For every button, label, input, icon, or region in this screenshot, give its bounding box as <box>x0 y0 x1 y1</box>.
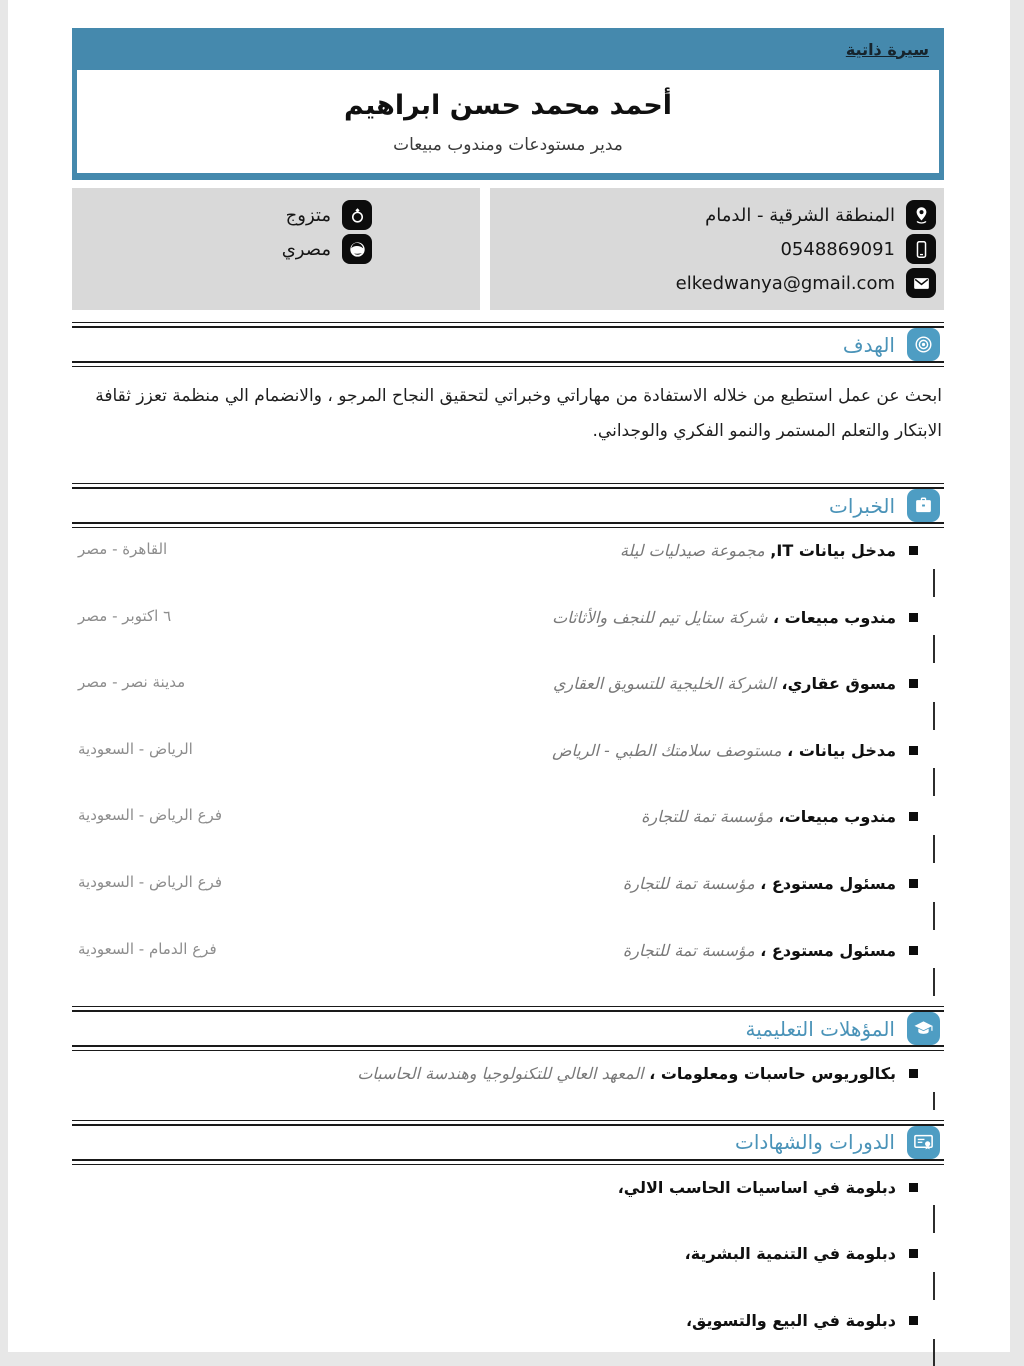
experience-item <box>72 663 944 730</box>
contact-main-cell <box>490 188 944 310</box>
bullet-square-icon <box>909 1069 918 1078</box>
contact-side-cell <box>72 188 480 310</box>
experience-item <box>72 796 944 863</box>
timeline-connector <box>933 1205 935 1233</box>
cv-header-bar <box>77 28 939 70</box>
experience-item <box>72 730 944 797</box>
target-icon <box>907 328 940 361</box>
courses-list <box>72 1165 944 1366</box>
job-location: فرع الرياض - السعودية <box>78 873 223 892</box>
job-title: مسئول مستودع <box>771 940 896 960</box>
company-name: مؤسسة تمة للتجارة <box>622 940 755 960</box>
contact-row-location <box>498 200 936 230</box>
experience-list <box>72 528 944 1000</box>
contact-row-nationality <box>80 234 372 264</box>
experience-entry-text <box>344 538 896 564</box>
bullet-square-icon <box>909 879 918 888</box>
timeline-connector <box>933 1092 935 1110</box>
contact-row-phone <box>498 234 936 264</box>
bullet-square-icon <box>909 1316 918 1325</box>
education-entry-text <box>72 1061 896 1087</box>
company-name: شركة ستايل تيم للنجف والأثاثات <box>552 607 768 627</box>
separator: , <box>764 541 777 561</box>
contact-phone: 0548869091 <box>780 238 895 260</box>
bullet-square-icon <box>909 812 918 821</box>
timeline-connector <box>933 968 935 996</box>
timeline-connector <box>933 835 935 863</box>
timeline-connector <box>933 1272 935 1300</box>
globe-icon <box>342 234 372 264</box>
job-location: ٦ اكتوبر - مصر <box>78 606 172 625</box>
bullet-square-icon <box>909 946 918 955</box>
experience-entry-text <box>344 871 896 897</box>
document-type-label: سيرة ذاتية <box>845 39 929 59</box>
bullet-square-icon <box>909 1249 918 1258</box>
job-title: مدخل بيانات <box>798 740 896 760</box>
nationality: مصري <box>281 238 331 260</box>
degree-title: بكالوريوس حاسبات ومعلومات <box>660 1064 896 1084</box>
person-job-title: مدير مستودعات ومندوب مبيعات <box>393 135 623 156</box>
experience-entry-text <box>344 804 896 830</box>
experience-entry-text <box>344 738 896 764</box>
timeline-connector <box>933 569 935 597</box>
contact-row-email <box>498 268 936 298</box>
job-location: الرياض - السعودية <box>78 739 193 758</box>
company-name: مؤسسة تمة للتجارة <box>641 807 773 827</box>
bullet-square-icon <box>909 746 918 755</box>
marital-status: متزوج <box>285 204 331 226</box>
objective-text: ابحث عن عمل استطيع من خلاله الاستفادة من مهاراتي وخبراتي لتحقيق النجاح المرجو ، والانضمام الي منظمة تعزز ثقافة الابتكار والتعلم المستمر والنمو الفكري والوجداني. <box>95 386 942 442</box>
experience-entry-text <box>344 605 896 631</box>
separator: ، <box>754 940 772 960</box>
school-name: المعهد العالي للتكنولوجيا وهندسة الحاسبات <box>357 1064 644 1084</box>
job-title: مسوق عقاري <box>787 674 896 694</box>
section-title-education: المؤهلات التعليمية <box>745 1016 895 1041</box>
contact-panel <box>72 188 944 310</box>
course-item <box>72 1167 944 1234</box>
separator: ، <box>643 1064 661 1084</box>
separator: ، <box>781 740 799 760</box>
job-location: فرع الرياض - السعودية <box>78 806 223 825</box>
bullet-square-icon <box>909 1183 918 1192</box>
timeline-connector <box>933 702 935 730</box>
education-list <box>72 1051 944 1114</box>
phone-icon <box>906 234 936 264</box>
bullet-square-icon <box>909 679 918 688</box>
job-location: مدينة نصر - مصر <box>78 673 186 692</box>
separator: ، <box>775 674 788 694</box>
contact-location: المنطقة الشرقية - الدمام <box>705 204 895 226</box>
experience-entry-text <box>344 671 896 697</box>
bullet-square-icon <box>909 613 918 622</box>
section-title-courses: الدورات والشهادات <box>735 1130 895 1155</box>
separator: ، <box>754 874 772 894</box>
graduation-cap-icon <box>907 1012 940 1045</box>
job-title: مدخل بيانات IT <box>776 541 896 561</box>
location-pin-icon <box>906 200 936 230</box>
section-title-experience: الخبرات <box>828 493 895 518</box>
experience-item <box>72 930 944 997</box>
section-header-objective <box>72 322 944 367</box>
section-header-education <box>72 1006 944 1051</box>
company-name: مؤسسة تمة للتجارة <box>622 874 755 894</box>
experience-item <box>72 863 944 930</box>
course-item <box>72 1233 944 1300</box>
education-item <box>72 1053 944 1110</box>
contact-email: elkedwanya@gmail.com <box>675 272 895 294</box>
experience-entry-text <box>344 938 896 964</box>
experience-item <box>72 530 944 597</box>
course-entry-text: دبلومة في اساسيات الحاسب الالي، <box>617 1177 896 1197</box>
timeline-connector <box>933 635 935 663</box>
cv-header <box>72 28 944 180</box>
job-title: مسئول مستودع <box>771 874 896 894</box>
document-page <box>8 0 1010 1352</box>
course-item <box>72 1300 944 1366</box>
email-icon <box>906 268 936 298</box>
course-entry-text: دبلومة في التنمية البشرية، <box>684 1244 896 1264</box>
separator: ، <box>772 807 785 827</box>
section-header-courses <box>72 1120 944 1165</box>
separator: ، <box>767 607 785 627</box>
certificate-icon <box>907 1126 940 1159</box>
bullet-square-icon <box>909 546 918 555</box>
job-title: مندوب مبيعات <box>784 607 896 627</box>
ring-icon <box>342 200 372 230</box>
job-location: فرع الدمام - السعودية <box>78 939 217 958</box>
timeline-connector <box>933 768 935 796</box>
name-box <box>77 70 939 173</box>
job-title: مندوب مبيعات <box>784 807 896 827</box>
job-location: القاهرة - مصر <box>78 540 168 559</box>
company-name: مستوصف سلامتك الطبي - الرياض <box>552 740 782 760</box>
course-entry-text: دبلومة في البيع والتسويق، <box>685 1311 896 1331</box>
timeline-connector <box>933 902 935 930</box>
contact-row-marital-status <box>80 200 372 230</box>
person-name: أحمد محمد حسن ابراهيم <box>343 90 673 121</box>
company-name: الشركة الخليجية للتسويق العقاري <box>552 674 776 694</box>
section-header-experience <box>72 483 944 528</box>
experience-item <box>72 597 944 664</box>
company-name: مجموعة صيدليات ليلة <box>619 541 765 561</box>
timeline-connector <box>933 1339 935 1366</box>
section-title-objective: الهدف <box>842 332 895 357</box>
briefcase-icon <box>907 489 940 522</box>
